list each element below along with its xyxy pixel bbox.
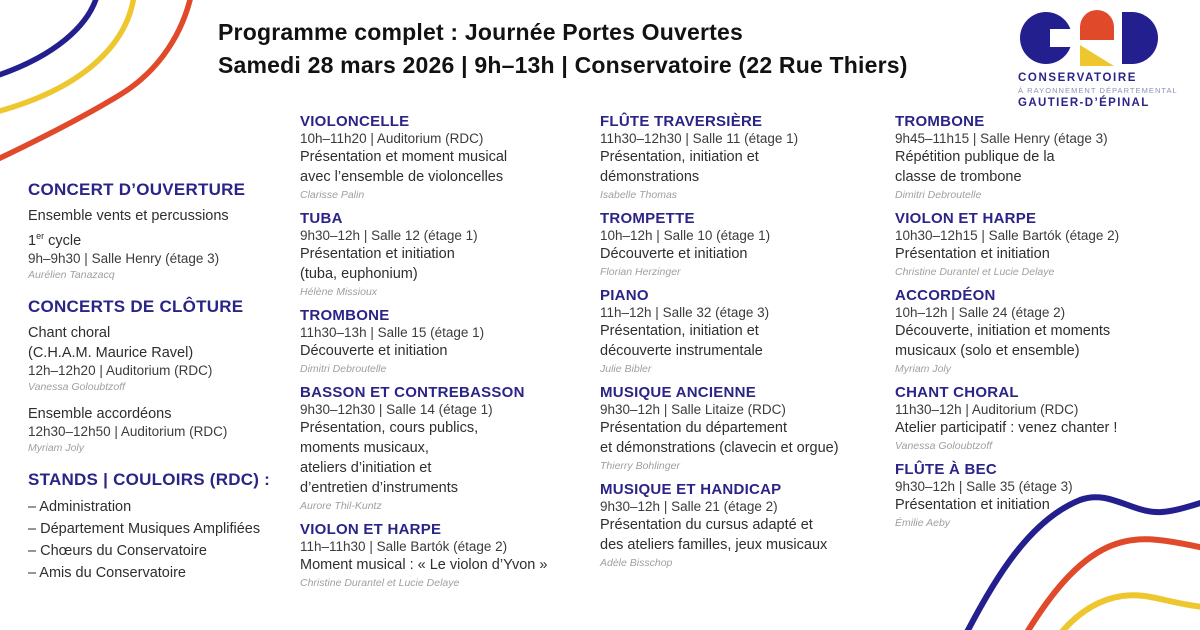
teacher-name: Myriam Joly [28, 441, 85, 454]
event-time-location: 11h–12h | Salle 32 (étage 3) [600, 305, 770, 320]
stand-item: – Département Musiques Amplifiées [28, 520, 261, 537]
logo-city: GAUTIER-D’ÉPINAL [1018, 97, 1150, 109]
section-heading: CHANT CHORAL [895, 384, 1019, 401]
description-line: (C.H.A.M. Maurice Ravel) [28, 344, 194, 361]
wave-bottom-right-yellow [1060, 595, 1200, 630]
description-line: Présentation, initiation et [600, 149, 759, 165]
logo-letter-c-notch [1050, 29, 1078, 47]
event-time-location: 9h30–12h | Salle 35 (étage 3) [895, 479, 1073, 494]
program-section [300, 521, 547, 589]
description-line: Présentation et initiation [895, 497, 1050, 513]
section-heading: MUSIQUE ANCIENNE [600, 384, 756, 401]
event-time-location: 11h–11h30 | Salle Bartók (étage 2) [300, 539, 508, 554]
event-description [300, 244, 547, 284]
teacher-name: Dimitri Debroutelle [895, 189, 982, 201]
description-line: Découverte et initiation [600, 246, 748, 262]
teacher-name: Aurélien Tanazacq [28, 268, 115, 281]
event-description [600, 515, 839, 555]
teacher-name: Vanessa Goloubtzoff [895, 440, 993, 452]
section-heading: FLÛTE À BEC [895, 461, 997, 478]
event-time-location: 9h30–12h | Salle Litaize (RDC) [600, 402, 786, 417]
event-block [300, 325, 547, 375]
teacher-name: Christine Durantel et Lucie Delaye [895, 266, 1055, 278]
description-line: avec l’ensemble de violoncelles [300, 169, 504, 185]
column-1 [28, 180, 270, 600]
teacher-name: Florian Herzinger [600, 266, 681, 278]
section-heading: VIOLON ET HARPE [300, 521, 442, 538]
teacher-name: Isabelle Thomas [600, 189, 678, 201]
stand-item: – Administration [28, 498, 132, 515]
program-section [895, 113, 1119, 201]
event-time-location: 10h–12h | Salle 24 (étage 2) [895, 305, 1066, 320]
description-line: Moment musical : « Le violon d’Yvon » [300, 557, 548, 573]
program-section [300, 307, 547, 375]
event-time-location: 9h30–12h | Salle 12 (étage 1) [300, 228, 478, 243]
description-line: Présentation du cursus adapté et [600, 517, 813, 533]
event-block [895, 479, 1119, 529]
teacher-name: Adèle Bisschop [600, 557, 673, 569]
event-description [300, 147, 547, 187]
description-line: Présentation du département [600, 420, 788, 436]
logo-subtitle: À RAYONNEMENT DÉPARTEMENTAL [1018, 86, 1178, 95]
description-line: moments musicaux, [300, 440, 429, 456]
description-line: 1er cycle [28, 231, 82, 249]
event-description [28, 206, 270, 251]
program-section [28, 180, 270, 281]
event-time-location: 12h30–12h50 | Auditorium (RDC) [28, 423, 228, 439]
event-block [28, 206, 270, 281]
logo-name: CONSERVATOIRE [1018, 72, 1137, 84]
description-line: ateliers d’initiation et [300, 460, 432, 476]
event-time-location: 9h45–11h15 | Salle Henry (étage 3) [895, 131, 1108, 146]
program-section [28, 470, 270, 584]
poster-header [218, 16, 908, 82]
logo-letter-r-top [1080, 10, 1114, 40]
event-time-location: 11h30–13h | Salle 15 (étage 1) [300, 325, 485, 340]
event-description [300, 555, 547, 575]
event-description [600, 147, 839, 187]
section-heading: BASSON ET CONTREBASSON [300, 384, 525, 401]
teacher-name: Hélène Missioux [300, 286, 378, 298]
event-time-location: 10h30–12h15 | Salle Bartók (étage 2) [895, 228, 1120, 243]
event-block [600, 131, 839, 201]
event-description [895, 321, 1119, 361]
description-line: découverte instrumentale [600, 343, 763, 359]
section-heading: STANDS | COULOIRS (RDC) : [28, 469, 271, 489]
wave-top-left-yellow [0, 0, 134, 112]
program-section [895, 461, 1119, 529]
section-heading: TROMBONE [895, 113, 985, 130]
event-time-location: 10h–11h20 | Auditorium (RDC) [300, 131, 484, 146]
event-description [895, 147, 1119, 187]
section-heading: VIOLON ET HARPE [895, 210, 1037, 227]
event-description [895, 418, 1119, 438]
event-block [28, 404, 270, 454]
teacher-name: Christine Durantel et Lucie Delaye [300, 577, 460, 589]
event-block [895, 131, 1119, 201]
crd-logo [1018, 8, 1193, 109]
stand-item: – Chœurs du Conservatoire [28, 542, 207, 559]
description-line: d’entretien d’instruments [300, 480, 458, 496]
wave-top-left-blue [0, 0, 97, 76]
program-section [300, 113, 547, 201]
description-line: classe de trombone [895, 169, 1022, 185]
poster-title-line2: Samedi 28 mars 2026 | 9h–13h | Conservatoire (22 Rue Thiers) [218, 52, 908, 78]
description-line: démonstrations [600, 169, 700, 185]
description-line: musicaux (solo et ensemble) [895, 343, 1080, 359]
event-time-location: 11h30–12h30 | Salle 11 (étage 1) [600, 131, 799, 146]
logo-letter-r-leg [1080, 45, 1114, 66]
description-line: Présentation, cours publics, [300, 420, 479, 436]
program-section [600, 113, 839, 201]
event-block [600, 228, 839, 278]
event-description [600, 321, 839, 361]
teacher-name: Clarisse Palin [300, 189, 365, 201]
teacher-name: Myriam Joly [895, 363, 952, 375]
event-time-location: 11h30–12h | Auditorium (RDC) [895, 402, 1079, 417]
column-3 [600, 113, 839, 578]
poster-title-line1: Programme complet : Journée Portes Ouvertes [218, 19, 743, 45]
program-section [895, 384, 1119, 452]
section-heading: CONCERTS DE CLÔTURE [28, 296, 244, 316]
description-line: Présentation, initiation et [600, 323, 759, 339]
section-heading: PIANO [600, 287, 649, 304]
description-line: Répétition publique de la [895, 149, 1055, 165]
program-section [300, 384, 547, 512]
event-description [895, 495, 1119, 515]
event-block [600, 305, 839, 375]
event-block [895, 228, 1119, 278]
event-block [300, 539, 547, 589]
program-section [600, 210, 839, 278]
event-time-location: 12h–12h20 | Auditorium (RDC) [28, 362, 213, 378]
event-block [300, 131, 547, 201]
description-line: Présentation et initiation [895, 246, 1050, 262]
description-line: (tuba, euphonium) [300, 266, 418, 282]
section-heading: TROMPETTE [600, 210, 695, 227]
crd-logo-mark [1020, 8, 1160, 68]
event-description [28, 404, 270, 424]
description-line: des ateliers familles, jeux musicaux [600, 537, 828, 553]
description-line: Présentation et initiation [300, 246, 455, 262]
program-section [895, 210, 1119, 278]
description-line: Ensemble vents et percussions [28, 208, 229, 224]
description-line: Chant choral [28, 324, 111, 341]
event-block [600, 402, 839, 472]
section-heading: ACCORDÉON [895, 287, 996, 304]
event-description [600, 418, 839, 458]
event-description [895, 244, 1119, 264]
wave-top-left-red [0, 0, 191, 160]
event-block [600, 499, 839, 569]
description-line: Découverte et initiation [300, 343, 448, 359]
teacher-name: Aurore Thil-Kuntz [300, 500, 382, 512]
teacher-name: Émilie Aeby [895, 517, 951, 529]
description-line: Ensemble accordéons [28, 405, 172, 422]
logo-letter-d [1122, 12, 1158, 64]
description-line: Présentation et moment musical [300, 149, 508, 165]
column-2 [300, 113, 547, 598]
program-section [300, 210, 547, 298]
teacher-name: Dimitri Debroutelle [300, 363, 387, 375]
column-4 [895, 113, 1119, 538]
teacher-name: Julie Bibler [600, 363, 652, 375]
stands-list [28, 496, 270, 584]
section-heading: TUBA [300, 210, 343, 227]
program-section [600, 384, 839, 472]
event-block [895, 305, 1119, 375]
section-heading: CONCERT D’OUVERTURE [28, 180, 246, 199]
event-description [300, 341, 547, 361]
program-section [600, 287, 839, 375]
stand-item: – Amis du Conservatoire [28, 564, 186, 581]
event-description [300, 418, 547, 498]
event-block [300, 402, 547, 512]
program-section [600, 481, 839, 569]
section-heading: VIOLONCELLE [300, 113, 410, 130]
description-line: Atelier participatif : venez chanter ! [895, 420, 1118, 436]
program-section [895, 287, 1119, 375]
teacher-name: Vanessa Goloubtzoff [28, 380, 126, 393]
event-time-location: 9h30–12h30 | Salle 14 (étage 1) [300, 402, 493, 417]
event-time-location: 9h30–12h | Salle 21 (étage 2) [600, 499, 778, 514]
section-heading: TROMBONE [300, 307, 390, 324]
program-section [28, 297, 270, 454]
section-heading: FLÛTE TRAVERSIÈRE [600, 113, 763, 130]
event-block [28, 323, 270, 393]
event-block [895, 402, 1119, 452]
description-line: Découverte, initiation et moments [895, 323, 1111, 339]
description-line: et démonstrations (clavecin et orgue) [600, 440, 839, 456]
teacher-name: Thierry Bohlinger [600, 460, 680, 472]
event-description [600, 244, 839, 264]
event-description [28, 323, 270, 363]
event-time-location: 10h–12h | Salle 10 (étage 1) [600, 228, 771, 243]
section-heading: MUSIQUE ET HANDICAP [600, 481, 782, 498]
wave-bottom-right-red [1026, 539, 1200, 630]
event-time-location: 9h–9h30 | Salle Henry (étage 3) [28, 250, 220, 266]
event-block [300, 228, 547, 298]
